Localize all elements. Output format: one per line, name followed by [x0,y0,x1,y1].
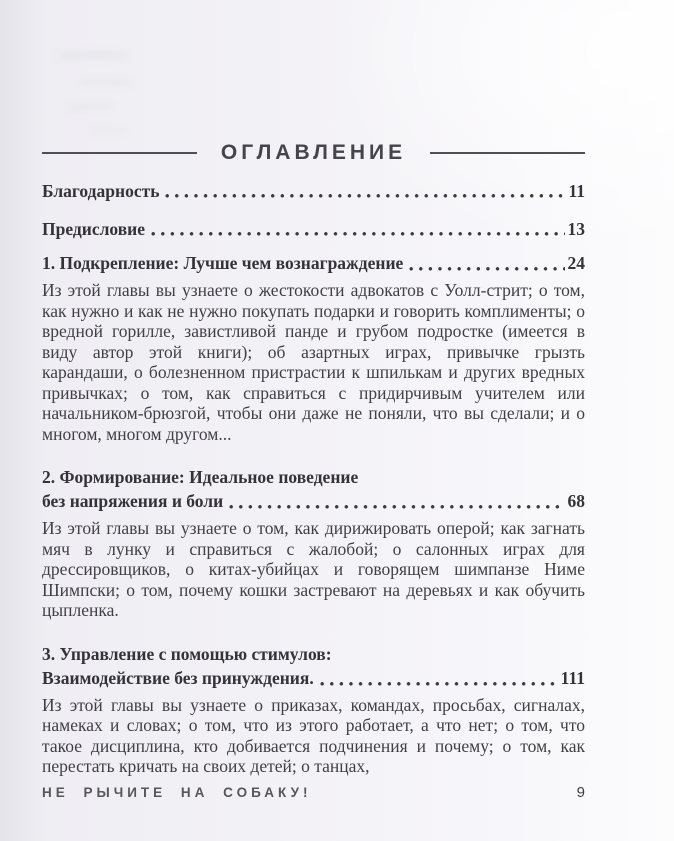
toc-entry-page: 111 [560,667,585,688]
chapter-description: Из этой главы вы узнаете о том, как дирижировать оперой; как загнать мяч в лунку и справиться с жалобой; о салонных играх для дрессировщиков, о китах-убийцах и говорящем шимпанзе Ниме Шимпски; о том, почему кошки застревают на деревьях и как обучить цыпленка. [42,518,585,620]
toc-page-content [42,0,585,777]
chapter-title: 2. Формирование: Идеальное поведение [42,467,359,487]
running-title: НЕ РЫЧИТЕ НА СОБАКУ! [42,785,312,800]
toc-entry-label: Предисловие [42,219,146,239]
dot-leader [165,193,565,199]
toc-chapter-3 [42,642,585,777]
page-title: ОГЛАВЛЕНИЕ [220,141,407,164]
toc-header [42,141,585,165]
toc-entry-page: 24 [567,253,585,273]
toc-list [42,181,585,777]
toc-entry-page: 68 [567,491,585,511]
dot-leader [409,266,564,272]
header-rule-right [430,152,585,154]
toc-chapter-1 [42,251,585,444]
chapter-title-row [42,489,585,513]
toc-entry-page: 13 [567,219,585,239]
toc-entry-label: Благодарность [42,181,160,201]
chapter-title-continued: Взаимодействие без принуждения. [42,667,314,688]
toc-entry-acknowledgments [42,181,585,202]
page-number: 9 [576,784,585,801]
dot-leader [151,231,564,237]
chapter-title: 3. Управление с помощью стимулов: [42,643,332,664]
toc-entry-foreword [42,219,585,240]
toc-entry-page: 11 [568,181,585,201]
chapter-title: 1. Подкрепление: Лучше чем вознаграждение [42,253,404,273]
chapter-description: Из этой главы вы узнаете о приказах, командах, просьбах, сигналах, намеках и словах; о том, что из этого работает, а что нет; о том, что такое дисциплина, кто добивается подчинения и почему; о том, как перестать кричать на своих детей; о танцах, [42,694,585,776]
chapter-title-row [42,666,585,690]
chapter-title-continued: без напряжения и боли [42,491,224,511]
header-rule-left [42,152,197,154]
dot-leader [320,681,558,687]
chapter-description: Из этой главы вы узнаете о жестокости адвокатов с Уолл-стрит; о том, как нужно и как не нужно покупать подарки и говорить комплименты; о вредной горилле, завистливой панде и грубом подростке (имеется в виду автор этой книги); об азартных играх, привычке грызть карандаши, о болезненном пристрастии к шпилькам и других вредных привычках; о том, как справиться с придирчивым учителем или начальником-брюзгой, чтобы они даже не поняли, что вы сделали; и о многом, многом другом... [42,280,585,444]
page-footer [42,784,585,801]
dot-leader [229,504,564,510]
toc-chapter-2 [42,465,585,621]
chapter-title-row [42,251,585,275]
